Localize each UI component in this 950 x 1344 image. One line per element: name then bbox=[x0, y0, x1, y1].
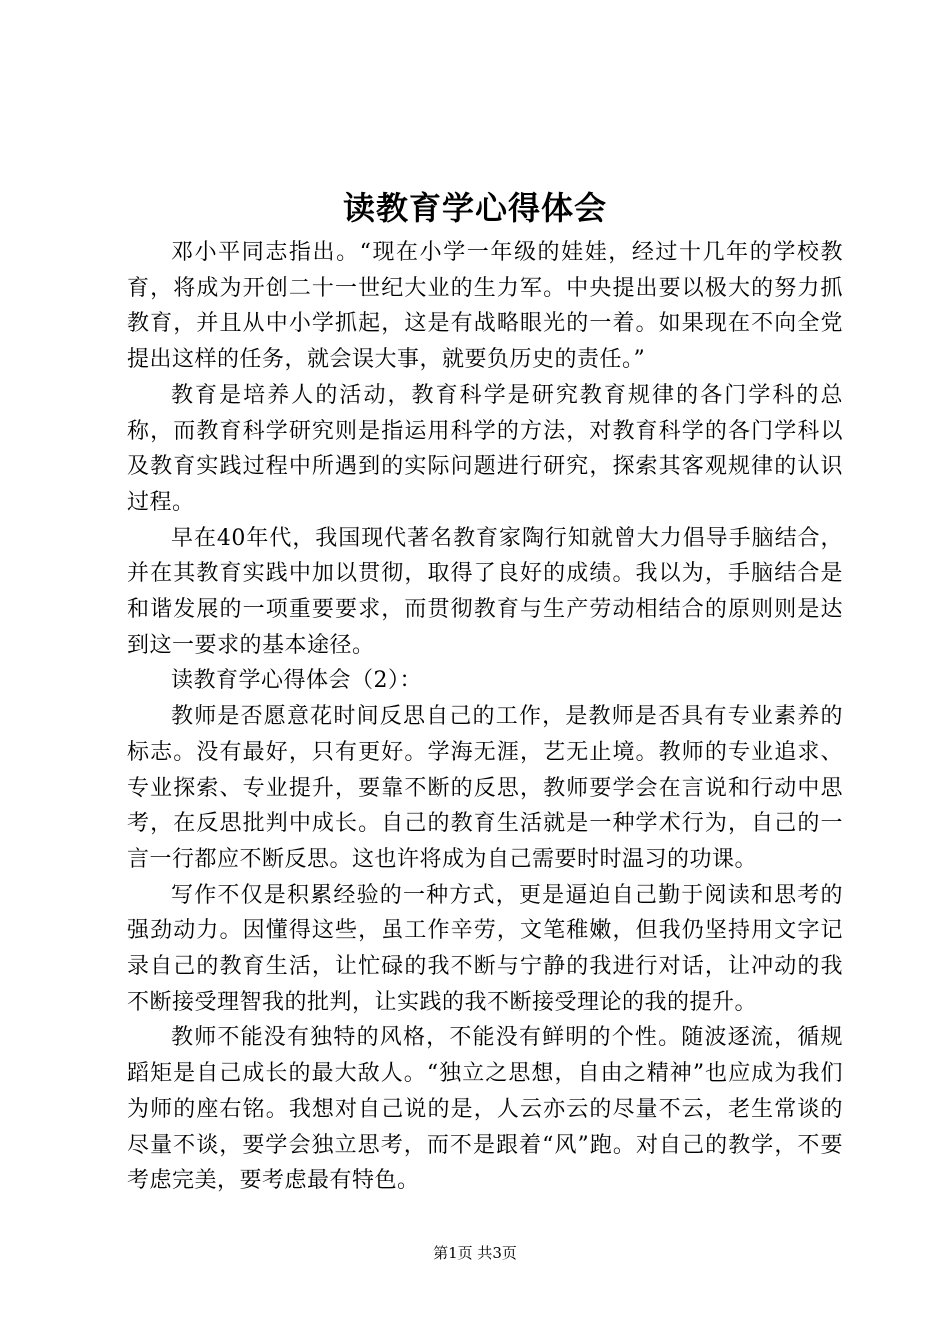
page-title: 读教育学心得体会 bbox=[342, 189, 607, 227]
document-body bbox=[127, 235, 843, 1199]
paragraph-1: 邓小平同志指出。“现在小学一年级的娃娃，经过十几年的学校教育，将成为开创二十一世纪大业的生力军。中央提出要以极大的努力抓教育，并且从中小学抓起，这是有战略眼光的一着。如果现在不向全党提出这样的任务，就会误大事，就要负历史的责任。” bbox=[127, 240, 843, 373]
paragraph-7: 教师不能没有独特的风格，不能没有鲜明的个性。随波逐流，循规蹈矩是自己成长的最大敌人。“独立之思想，自由之精神”也应成为我们为师的座右铭。我想对自己说的是，人云亦云的尽量不云，老生常谈的尽量不谈，要学会独立思考，而不是跟着“风”跑。对自己的教学，不要考虑完美，要考虑最有特色。 bbox=[127, 1025, 843, 1194]
paragraph-3: 早在40年代，我国现代著名教育家陶行知就曾大力倡导手脑结合，并在其教育实践中加以贯彻，取得了良好的成绩。我以为，手脑结合是和谐发展的一项重要要求，而贯彻教育与生产劳动相结合的原则则是达到这一要求的基本途径。 bbox=[127, 525, 843, 658]
paragraph-6: 写作不仅是积累经验的一种方式，更是逼迫自己勤于阅读和思考的强劲动力。因懂得这些，虽工作辛劳，文笔稚嫩，但我仍坚持用文字记录自己的教育生活，让忙碌的我不断与宁静的我进行对话，让冲动的我不断接受理智我的批判，让实践的我不断接受理论的我的提升。 bbox=[127, 882, 843, 1015]
paragraph-5: 教师是否愿意花时间反思自己的工作，是教师是否具有专业素养的标志。没有最好，只有更好。学海无涯，艺无止境。教师的专业追求、专业探索、专业提升，要靠不断的反思，教师要学会在言说和行动中思考，在反思批判中成长。自己的教育生活就是一种学术行为，自己的一言一行都应不断反思。这也许将成为自己需要时时温习的功课。 bbox=[127, 704, 843, 872]
section-heading: 读教育学心得体会（2）： bbox=[171, 668, 422, 694]
page-footer: 第1页 共3页 bbox=[433, 1244, 517, 1262]
paragraph-2: 教育是培养人的活动，教育科学是研究教育规律的各门学科的总称，而教育科学研究则是指运用科学的方法，对教育科学的各门学科以及教育实践过程中所遇到的实际问题进行研究，探索其客观规律的认识过程。 bbox=[127, 382, 843, 515]
